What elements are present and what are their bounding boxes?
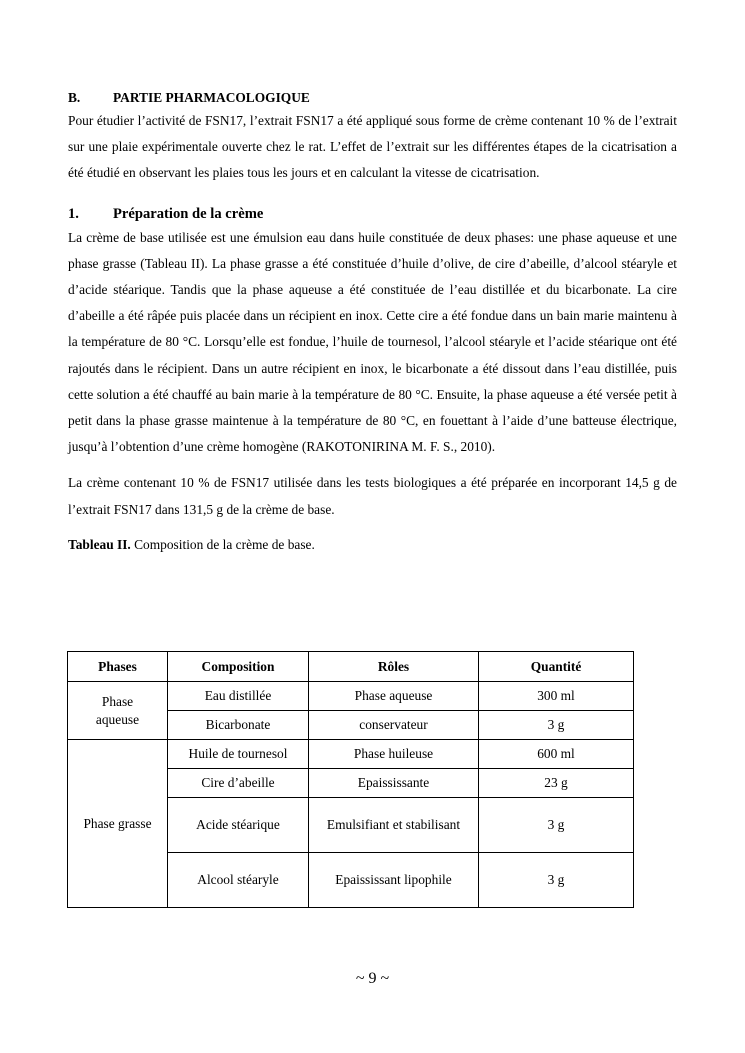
role-cell: Phase aqueuse [309, 682, 479, 711]
table-row [68, 682, 634, 711]
composition-cell: Huile de tournesol [168, 740, 309, 769]
composition-cell: Cire d’abeille [168, 769, 309, 798]
composition-cell: Acide stéarique [168, 798, 309, 853]
role-cell: Emulsifiant et stabilisant [309, 798, 479, 853]
header-quantity: Quantité [479, 652, 634, 682]
subsection-number: 1. [68, 205, 79, 222]
quantity-cell: 300 ml [479, 682, 634, 711]
composition-cell: Alcool stéaryle [168, 853, 309, 908]
table-caption-text: Composition de la crème de base. [130, 536, 315, 552]
table-caption-label: Tableau II. [68, 536, 131, 552]
phase-cell: Phase aqueuse [68, 682, 168, 740]
header-phases: Phases [68, 652, 168, 682]
composition-cell: Eau distillée [168, 682, 309, 711]
role-cell: Epaississant lipophile [309, 853, 479, 908]
table-header-row [68, 652, 634, 682]
quantity-cell: 3 g [479, 798, 634, 853]
page-number: ~ 9 ~ [355, 970, 390, 987]
quantity-cell: 23 g [479, 769, 634, 798]
role-cell: Epaississante [309, 769, 479, 798]
subsection-heading [68, 203, 677, 225]
section-heading [68, 88, 677, 108]
quantity-cell: 3 g [479, 853, 634, 908]
cream-paragraph: La crème contenant 10 % de FSN17 utilisée dans les tests biologiques a été préparée en incorporant 14,5 g de l’extrait FSN17 dans 131,5 g de la crème de base. [68, 475, 677, 517]
composition-table [67, 651, 634, 908]
page-body [68, 88, 677, 555]
table-row [68, 740, 634, 769]
section-title: PARTIE PHARMACOLOGIQUE [113, 90, 310, 105]
table-caption [68, 535, 677, 555]
role-cell: conservateur [309, 711, 479, 740]
section-intro-paragraph: Pour étudier l’activité de FSN17, l’extrait FSN17 a été appliqué sous forme de crème contenant 10 % de l’extrait sur une plaie expérimentale ouverte chez le rat. L’effet de l’extrait sur les différentes étapes de la cicatrisation a été étudié en observant les plaies tous les jours et en calculant la vitesse de cicatrisation. [68, 113, 677, 181]
subsection-title: Préparation de la crème [113, 205, 264, 222]
phase-cell: Phase grasse [68, 740, 168, 908]
composition-cell: Bicarbonate [168, 711, 309, 740]
preparation-paragraph: La crème de base utilisée est une émulsion eau dans huile constituée de deux phases: une phase aqueuse et une phase grasse (Tableau II). La phase grasse a été constituée d’huile d’olive, de cire d’abeille, d’alcool stéaryle et d’acide stéarique. Tandis que la phase aqueuse a été constituée de l’eau distillée et du bicarbonate. La cire d’abeille a été râpée puis placée dans un récipient en inox. Cette cire a été fondue dans un bain marie maintenu à la température de 80 °C. Lorsqu’elle est fondue, l’huile de tournesol, l’alcool stéaryle et l’acide stéarique ont été rajoutés dans le récipient. Dans un autre récipient en inox, le bicarbonate a été dissout dans l’eau distillée, puis cette solution a été chauffé au bain marie à la température de 80 °C. Ensuite, la phase aqueuse a été versée petit à petit dans la phase grasse maintenue à la température de 80 °C, en fouettant à l’aide d’une batteuse électrique, jusqu’à l’obtention d’une crème homogène (RAKOTONIRINA M. F. S., 2010). [68, 229, 677, 455]
role-cell: Phase huileuse [309, 740, 479, 769]
header-roles: Rôles [309, 652, 479, 682]
quantity-cell: 600 ml [479, 740, 634, 769]
section-number: B. [68, 90, 81, 105]
quantity-cell: 3 g [479, 711, 634, 740]
header-composition: Composition [168, 652, 309, 682]
